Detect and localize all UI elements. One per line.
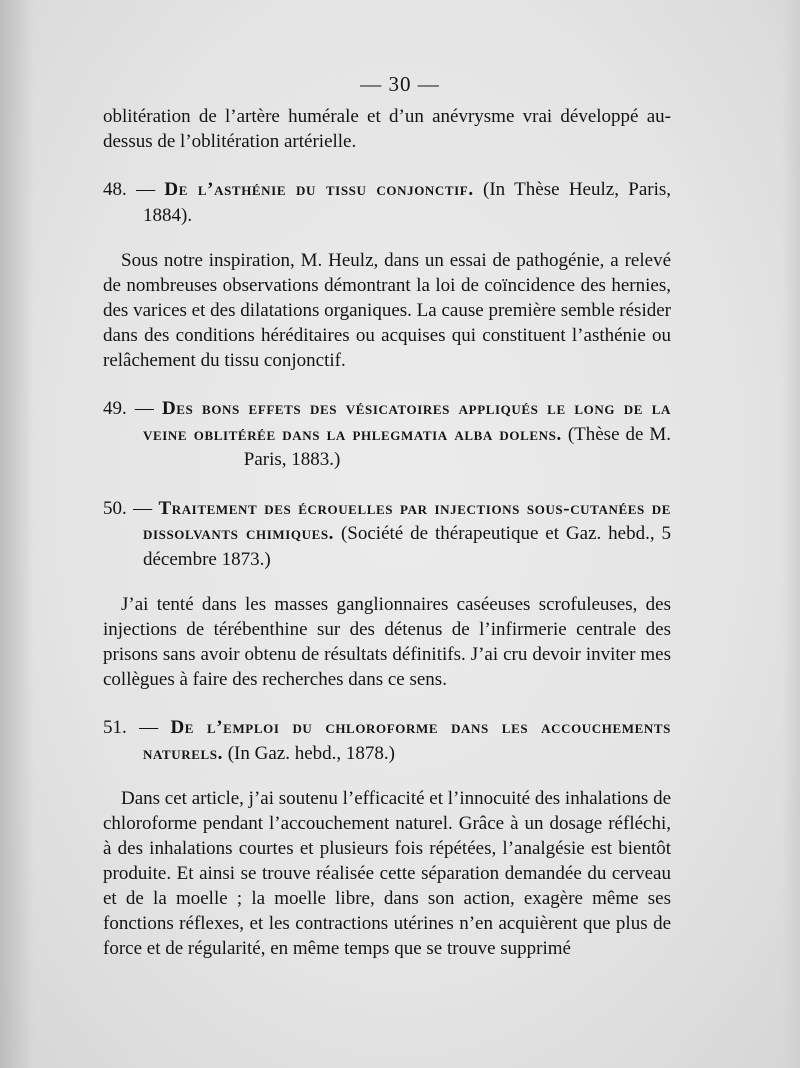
entry-49-reference-b: Paris, 1883.): [243, 449, 341, 470]
entry-50-body: J’ai tenté dans les masses ganglionnaires caséeuses scrofuleuses, des injections de térébenthine sur des détenus de l’infirmerie centrale des prisons sans avoir obtenu de résultats définitifs. J’ai cru devoir inviter mes collègues à faire des recherches dans ce sens.: [103, 594, 671, 690]
entry-51-reference: (In Gaz. hebd., 1878.): [227, 742, 395, 764]
page-content: [103, 104, 671, 961]
spacer: [103, 766, 671, 786]
entry-48-reference: (In Thèse Heulz, Paris, 1884).: [143, 179, 672, 226]
entry-49-number: 49. —: [103, 398, 154, 419]
intro-paragraph: oblitération de l’artère humérale et d’un anévrysme vrai développé au-dessus de l’oblitération artérielle.: [103, 106, 671, 152]
entry-51-body: Dans cet article, j’ai soutenu l’efficacité et l’innocuité des inhalations de chloroforme pendant l’accouchement naturel. Grâce à un dosage réfléchi, à des inhalations courtes et plusieurs fois répétées, l’analgésie est bientôt produite. Et ainsi se trouve réalisée cette séparation demandée du cerveau et de la moelle ; la moelle libre, dans son action, exagère même ses fonctions réflexes, et les contractions utérines n’en acquièrent que plus de force et de régularité, en même temps que se trouve supprimé: [103, 788, 671, 959]
entry-51-number: 51. —: [103, 717, 159, 738]
entry-49-title: Des bons effets des vésicatoires appliqués le long de la veine oblitérée dans la phlegmatia alba dolens.: [143, 398, 671, 445]
entry-48-title: De l’asthénie du tissu conjonctif.: [164, 179, 474, 200]
spacer: [103, 228, 671, 248]
spacer: [103, 373, 671, 396]
entry-48: [103, 177, 671, 228]
entry-49: [103, 396, 671, 473]
spacer: [103, 572, 671, 592]
entry-50-title: Traitement des écrouelles par injections sous-cutanées de dissolvants chimiques.: [143, 497, 672, 544]
spacer: [103, 473, 671, 496]
entry-50-number: 50. —: [103, 497, 153, 519]
entry-51-title: De l’emploi du chloroforme dans les accouchements naturels.: [143, 717, 671, 764]
entry-50: [103, 496, 671, 573]
entry-48-body: Sous notre inspiration, M. Heulz, dans un essai de pathogénie, a relevé de nombreuses observations démontrant la loi de coïncidence des hernies, des varices et des dilatations organiques. La cause première semble résider dans des conditions héréditaires ou acquises qui constituent l’asthénie ou relâchement du tissu conjonctif.: [103, 250, 671, 371]
entry-50-reference: (Société de thérapeutique et Gaz. hebd., 5 décembre 1873.): [143, 523, 672, 570]
spacer: [103, 154, 671, 177]
entry-49-reference-a: (Thèse de M.: [567, 423, 672, 445]
spacer: [103, 692, 671, 715]
page-number: — 30 —: [360, 72, 440, 96]
entry-48-number: 48. —: [103, 179, 156, 200]
entry-51: [103, 715, 671, 766]
